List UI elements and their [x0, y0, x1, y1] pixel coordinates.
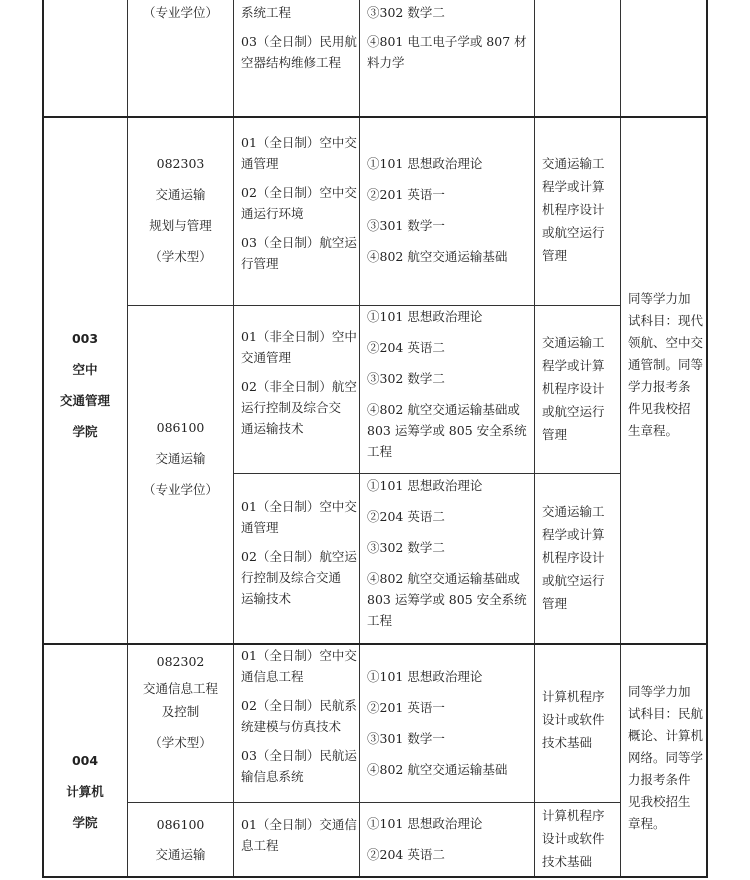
direction-item: 01（全日制）空中交 通管理	[241, 135, 357, 171]
exam-cell	[367, 661, 533, 785]
major-cell	[128, 2, 233, 23]
row-divider	[233, 473, 620, 474]
direction-cell	[241, 496, 359, 609]
major-code: 086100	[156, 817, 205, 832]
retest-cell	[542, 331, 620, 446]
direction-item: 01（全日制）交通信 息工程	[241, 817, 357, 853]
retest-cell	[542, 152, 620, 267]
major-name: 交通运输	[155, 847, 206, 862]
exam-item: ②201 英语一	[367, 187, 445, 202]
column-divider	[534, 0, 535, 878]
exam-item: ③301 数学一	[367, 218, 445, 233]
major-code: 082302	[156, 654, 205, 669]
direction-item: 03（全日制）民用航 空器结构维修工程	[241, 34, 357, 70]
exam-item: ②201 英语一	[367, 700, 445, 715]
direction-cell	[241, 132, 359, 274]
exam-item: ④802 航空交通运输基础或 803 运筹学或 805 安全系统 工程	[367, 402, 527, 459]
exam-item: ①101 思想政治理论	[367, 478, 483, 493]
exam-cell	[367, 2, 533, 73]
exam-cell	[367, 148, 533, 272]
major-code: 086100	[156, 420, 205, 435]
exam-item: ④801 电工电子学或 807 材 料力学	[367, 34, 527, 70]
row-divider	[42, 116, 708, 118]
exam-item: ②204 英语二	[367, 340, 445, 355]
exam-item: ①101 思想政治理论	[367, 816, 483, 831]
college-name-line: 空中	[72, 362, 98, 377]
retest-subject: 交通运输工 程学或计算 机程序设计 或航空运行 管理	[542, 156, 605, 263]
exam-item: ④802 航空交通运输基础	[367, 762, 508, 777]
major-type: （学术型）	[149, 249, 212, 264]
direction-item: 系统工程	[241, 5, 292, 20]
exam-cell	[367, 475, 533, 631]
college-name-line: 学院	[72, 424, 98, 439]
direction-cell	[241, 814, 359, 856]
direction-cell	[241, 2, 359, 73]
direction-item: 03（全日制）航空运 行管理	[241, 235, 357, 271]
column-divider	[359, 0, 360, 878]
major-cell	[128, 412, 233, 505]
direction-cell	[241, 645, 359, 787]
retest-subject: 交通运输工 程学或计算 机程序设计 或航空运行 管理	[542, 335, 605, 442]
row-divider	[42, 643, 708, 645]
major-type: （学术型）	[149, 735, 212, 750]
retest-cell	[542, 685, 620, 754]
retest-subject: 交通运输工 程学或计算 机程序设计 或航空运行 管理	[542, 504, 605, 611]
exam-item: ③302 数学二	[367, 371, 445, 386]
major-name: 交通运输	[155, 187, 206, 202]
major-type: （专业学位）	[142, 482, 218, 497]
exam-item: ①101 思想政治理论	[367, 309, 483, 324]
exam-item: ③302 数学二	[367, 540, 445, 555]
direction-item: 02（全日制）空中交 通运行环境	[241, 185, 357, 221]
college-cell	[43, 323, 127, 447]
exam-item: ③302 数学二	[367, 5, 445, 20]
major-cell	[128, 148, 233, 272]
exam-item: ①101 思想政治理论	[367, 156, 483, 171]
note-cell	[628, 288, 706, 442]
direction-item: 02（非全日制）航空 运行控制及综合交 通运输技术	[241, 379, 357, 436]
exam-cell	[367, 808, 533, 870]
direction-item: 01（非全日制）空中 交通管理	[241, 329, 357, 365]
exam-item: ②204 英语二	[367, 509, 445, 524]
retest-subject: 计算机程序 设计或软件 技术基础	[542, 808, 605, 869]
note-text: 同等学力加 试科目：民航 概论、计算机 网络。同等学 力报考条件 见我校招生 章程。	[628, 684, 704, 831]
exam-item: ③301 数学一	[367, 731, 445, 746]
college-name-line: 计算机	[66, 784, 104, 799]
exam-item: ①101 思想政治理论	[367, 669, 483, 684]
direction-cell	[241, 326, 359, 439]
college-name-line: 交通管理	[59, 393, 110, 408]
exam-item: ④802 航空交通运输基础	[367, 249, 508, 264]
direction-item: 02（全日制）航空运 行控制及综合交通 运输技术	[241, 549, 357, 606]
column-divider	[620, 0, 621, 878]
exam-item: ②204 英语二	[367, 847, 445, 862]
college-name-line: 学院	[72, 815, 98, 830]
exam-cell	[367, 306, 533, 462]
major-name: 交通运输	[155, 451, 206, 466]
college-code: 003	[71, 331, 99, 346]
major-type: （专业学位）	[142, 5, 218, 20]
row-divider	[127, 802, 620, 803]
retest-cell	[542, 500, 620, 615]
major-name: 规划与管理	[149, 218, 212, 233]
major-code: 082303	[156, 156, 205, 171]
note-cell	[628, 681, 706, 835]
note-text: 同等学力加 试科目：现代 领航、空中交 通管制。同等 学力报考条 件见我校招 生章程。	[628, 291, 704, 438]
table-border-right	[706, 0, 708, 878]
major-cell	[128, 810, 233, 870]
table-border-bottom	[42, 876, 708, 878]
column-divider	[233, 0, 234, 878]
direction-item: 02（全日制）民航系 统建模与仿真技术	[241, 698, 357, 734]
direction-item: 01（全日制）空中交 通信息工程	[241, 648, 357, 684]
college-code: 004	[71, 753, 99, 768]
direction-item: 01（全日制）空中交 通管理	[241, 499, 357, 535]
major-name: 交通信息工程	[142, 681, 218, 696]
major-cell	[128, 650, 233, 754]
major-name: 及控制	[161, 704, 200, 719]
retest-subject: 计算机程序 设计或软件 技术基础	[542, 689, 605, 750]
exam-item: ④802 航空交通运输基础或 803 运筹学或 805 安全系统 工程	[367, 571, 527, 628]
direction-item: 03（全日制）民航运 输信息系统	[241, 748, 357, 784]
retest-cell	[542, 804, 620, 873]
college-cell	[43, 745, 127, 838]
